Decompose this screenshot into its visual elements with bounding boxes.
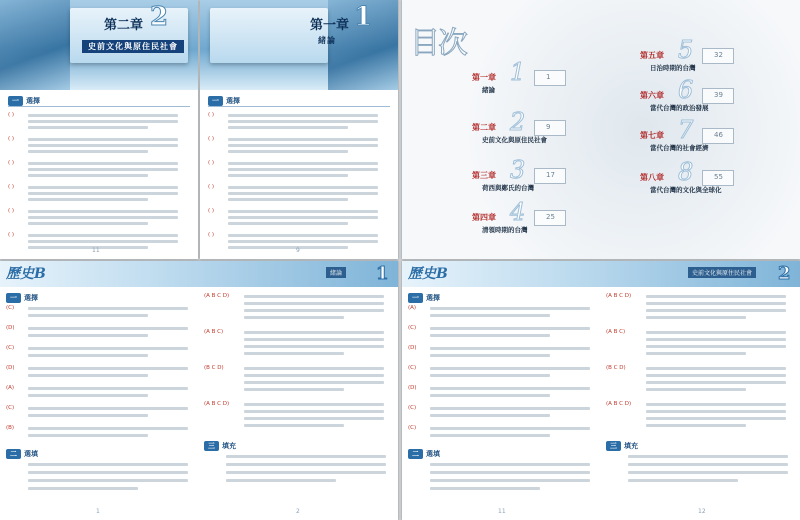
answer-marker: (C)	[6, 405, 15, 411]
answer-marker: (C)	[408, 365, 417, 371]
question-text-line	[28, 162, 178, 165]
answer-marker: (A)	[6, 385, 15, 391]
question-text-line	[646, 424, 746, 427]
toc-chapter-label: 第七章	[640, 131, 664, 140]
question-text-line	[244, 367, 384, 370]
toc-chapter-numeral: 7	[678, 116, 694, 144]
question-text-line	[628, 455, 788, 458]
toc-chapter-numeral: 4	[510, 198, 526, 226]
question-text-line	[28, 240, 178, 243]
question-text-line	[228, 174, 348, 177]
question-text-line	[228, 162, 378, 165]
toc-chapter-title: 當代台灣的政治發展	[650, 104, 709, 112]
section-heading: 三 填充	[606, 441, 638, 451]
question-text-line	[430, 487, 540, 490]
answer-marker: (C)	[6, 305, 15, 311]
chapter-number: 2	[150, 2, 169, 32]
question-text-line	[28, 210, 178, 213]
question-text-line	[430, 314, 550, 317]
answer-marker: ( )	[208, 208, 215, 214]
answer-marker: ( )	[208, 160, 215, 166]
answer-marker: (C)	[408, 325, 417, 331]
toc-page-number: 9	[546, 123, 551, 131]
answer-marker: ( )	[8, 232, 15, 238]
question-text-line	[244, 388, 344, 391]
question-text-line	[430, 374, 550, 377]
question-text-line	[430, 334, 550, 337]
question-text-line	[244, 352, 344, 355]
answer-marker: ( )	[208, 184, 215, 190]
question-text-line	[228, 192, 378, 195]
question-text-line	[28, 354, 148, 357]
answer-marker: (A B C)	[606, 329, 626, 335]
answer-marker: (B C D)	[606, 365, 626, 371]
question-text-line	[226, 455, 386, 458]
question-text-line	[228, 198, 348, 201]
question-text-line	[244, 403, 384, 406]
question-text-line	[228, 210, 378, 213]
answer-marker: (D)	[408, 345, 417, 351]
question-text-line	[646, 345, 786, 348]
toc-chapter-label: 第一章	[472, 73, 496, 82]
question-text-line	[228, 186, 378, 189]
toc-chapter-numeral: 6	[678, 76, 694, 104]
header-chapter-number: 2	[778, 263, 791, 284]
question-text-line	[646, 331, 786, 334]
answer-marker: ( )	[208, 232, 215, 238]
question-text-line	[28, 138, 178, 141]
question-text-line	[28, 126, 148, 129]
page-number-right: 12	[698, 508, 706, 515]
toc-chapter-numeral: 1	[510, 58, 526, 86]
answer-marker: (C)	[408, 425, 417, 431]
chapter-title: 史前文化與原住民社會	[82, 40, 184, 53]
book-logo: 歷史B	[408, 266, 448, 282]
section-rule	[8, 106, 190, 107]
question-text-line	[28, 114, 178, 117]
answer-marker: (D)	[6, 325, 15, 331]
question-text-line	[244, 410, 384, 413]
chapter-2-answer-page	[402, 261, 800, 520]
toc-chapter-numeral: 5	[678, 36, 694, 64]
question-text-line	[28, 434, 148, 437]
question-text-line	[646, 352, 746, 355]
question-text-line	[646, 374, 786, 377]
question-text-line	[430, 463, 590, 466]
toc-chapter-title: 日治時期的台灣	[650, 64, 696, 72]
toc-chapter-title: 清領時期的台灣	[482, 226, 528, 234]
question-text-line	[28, 307, 188, 310]
toc-chapter-numeral: 2	[510, 108, 526, 136]
chapter-1-opener-page	[200, 0, 398, 259]
section-heading: 二 選填	[6, 449, 38, 459]
question-text-line	[646, 381, 786, 384]
question-text-line	[430, 327, 590, 330]
question-text-line	[646, 367, 786, 370]
toc-chapter-numeral: 8	[678, 158, 694, 186]
toc-chapter-label: 第四章	[472, 213, 496, 222]
question-text-line	[28, 168, 178, 171]
question-text-line	[244, 316, 344, 319]
page-number-right: 2	[296, 508, 300, 515]
question-text-line	[646, 302, 786, 305]
question-text-line	[228, 114, 378, 117]
question-text-line	[244, 345, 384, 348]
section-heading: 三 填充	[204, 441, 236, 451]
question-text-line	[430, 307, 590, 310]
question-text-line	[28, 120, 178, 123]
question-text-line	[628, 471, 788, 474]
answer-marker: (A B C D)	[606, 293, 632, 299]
answer-marker: (A)	[408, 305, 417, 311]
chapter-label: 第一章	[310, 18, 350, 33]
toc-chapter-title: 史前文化與原住民社會	[482, 136, 547, 144]
answer-marker: (C)	[408, 405, 417, 411]
toc-page-number: 17	[546, 171, 555, 179]
answer-marker: (A B C D)	[204, 401, 230, 407]
page-number-left: 1	[96, 508, 100, 515]
answer-marker: (A B C D)	[606, 401, 632, 407]
answer-marker: ( )	[208, 112, 215, 118]
header-chapter-number: 1	[376, 263, 389, 284]
toc-page-number: 1	[546, 73, 551, 81]
question-text-line	[228, 126, 348, 129]
question-text-line	[28, 246, 148, 249]
chapter-number: 1	[354, 2, 373, 32]
page-number: 9	[296, 247, 300, 254]
question-text-line	[28, 234, 178, 237]
toc-chapter-label: 第五章	[640, 51, 664, 60]
toc-chapter-title: 當代台灣的社會經濟	[650, 144, 709, 152]
answer-marker: ( )	[8, 160, 15, 166]
question-text-line	[646, 388, 746, 391]
question-text-line	[28, 314, 148, 317]
toc-chapter-numeral: 3	[510, 156, 526, 184]
question-text-line	[430, 434, 550, 437]
section-heading: 一 選擇	[208, 96, 240, 106]
toc-chapter-label: 第六章	[640, 91, 664, 100]
question-text-line	[226, 479, 336, 482]
book-logo: 歷史B	[6, 266, 46, 282]
question-text-line	[228, 144, 378, 147]
question-text-line	[28, 144, 178, 147]
question-text-line	[430, 414, 550, 417]
question-text-line	[28, 327, 188, 330]
question-text-line	[646, 309, 786, 312]
question-text-line	[228, 138, 378, 141]
question-text-line	[430, 407, 590, 410]
question-text-line	[28, 174, 148, 177]
section-heading: 二 選填	[408, 449, 440, 459]
answer-marker: ( )	[8, 136, 15, 142]
toc-page-number: 32	[714, 51, 723, 59]
question-text-line	[646, 338, 786, 341]
question-text-line	[228, 222, 348, 225]
question-text-line	[430, 387, 590, 390]
question-text-line	[244, 424, 344, 427]
question-text-line	[244, 302, 384, 305]
question-text-line	[430, 479, 590, 482]
question-text-line	[228, 240, 378, 243]
answer-marker: (D)	[6, 365, 15, 371]
question-text-line	[226, 471, 386, 474]
question-text-line	[646, 417, 786, 420]
question-text-line	[244, 295, 384, 298]
question-text-line	[28, 387, 188, 390]
answer-marker: ( )	[8, 208, 15, 214]
chapter-title: 緒論	[318, 36, 336, 45]
question-text-line	[430, 354, 550, 357]
chapter-2-opener-page	[0, 0, 198, 259]
question-text-line	[430, 347, 590, 350]
answer-marker: (A B C D)	[204, 293, 230, 299]
toc-page-number: 55	[714, 173, 723, 181]
toc-heading: 目次	[410, 26, 466, 61]
question-text-line	[430, 471, 590, 474]
answer-marker: (C)	[6, 345, 15, 351]
header-chapter-tag: 史前文化與原住民社會	[688, 267, 756, 278]
question-text-line	[28, 216, 178, 219]
question-text-line	[228, 168, 378, 171]
question-text-line	[28, 186, 178, 189]
answer-marker: (D)	[408, 385, 417, 391]
question-text-line	[430, 427, 590, 430]
question-text-line	[628, 479, 738, 482]
question-text-line	[244, 309, 384, 312]
answer-marker: ( )	[8, 184, 15, 190]
chapter-1-answer-page	[0, 261, 398, 520]
question-text-line	[28, 334, 148, 337]
page-number-left: 11	[498, 508, 506, 515]
answer-marker: ( )	[208, 136, 215, 142]
question-text-line	[646, 316, 746, 319]
banner-photo	[0, 0, 70, 90]
question-text-line	[646, 410, 786, 413]
question-text-line	[28, 427, 188, 430]
section-heading: 一 選擇	[6, 293, 38, 303]
toc-chapter-title: 當代台灣的文化與全球化	[650, 186, 722, 194]
question-text-line	[28, 192, 178, 195]
toc-chapter-label: 第二章	[472, 123, 496, 132]
toc-chapter-title: 荷西與鄭氏的台灣	[482, 184, 534, 192]
toc-chapter-label: 第八章	[640, 173, 664, 182]
question-text-line	[28, 471, 188, 474]
question-text-line	[28, 150, 148, 153]
table-of-contents-page	[402, 0, 800, 259]
toc-chapter-label: 第三章	[472, 171, 496, 180]
toc-page-number: 46	[714, 131, 723, 139]
toc-page-number: 25	[546, 213, 555, 221]
section-heading: 一 選擇	[8, 96, 40, 106]
answer-marker: (B)	[6, 425, 15, 431]
question-text-line	[228, 120, 378, 123]
toc-page-number: 39	[714, 91, 723, 99]
section-rule	[208, 106, 390, 107]
question-text-line	[28, 463, 188, 466]
question-text-line	[228, 216, 378, 219]
question-text-line	[226, 463, 386, 466]
question-text-line	[228, 150, 348, 153]
toc-chapter-title: 緒論	[482, 86, 495, 94]
question-text-line	[28, 347, 188, 350]
answer-marker: (A B C)	[204, 329, 224, 335]
question-text-line	[628, 463, 788, 466]
question-text-line	[244, 417, 384, 420]
question-text-line	[646, 295, 786, 298]
question-text-line	[430, 367, 590, 370]
page-number: 11	[92, 247, 100, 254]
question-text-line	[28, 487, 138, 490]
question-text-line	[430, 394, 550, 397]
chapter-label: 第二章	[104, 18, 144, 33]
section-heading: 一 選擇	[408, 293, 440, 303]
question-text-line	[28, 407, 188, 410]
question-text-line	[28, 198, 148, 201]
question-text-line	[28, 374, 148, 377]
question-text-line	[244, 331, 384, 334]
question-text-line	[244, 338, 384, 341]
answer-marker: ( )	[8, 112, 15, 118]
question-text-line	[28, 479, 188, 482]
question-text-line	[28, 394, 148, 397]
header-chapter-tag: 緒論	[326, 267, 346, 278]
question-text-line	[244, 374, 384, 377]
question-text-line	[28, 367, 188, 370]
question-text-line	[228, 246, 348, 249]
question-text-line	[28, 414, 148, 417]
question-text-line	[28, 222, 148, 225]
answer-marker: (B C D)	[204, 365, 224, 371]
question-text-line	[646, 403, 786, 406]
question-text-line	[228, 234, 378, 237]
question-text-line	[244, 381, 384, 384]
